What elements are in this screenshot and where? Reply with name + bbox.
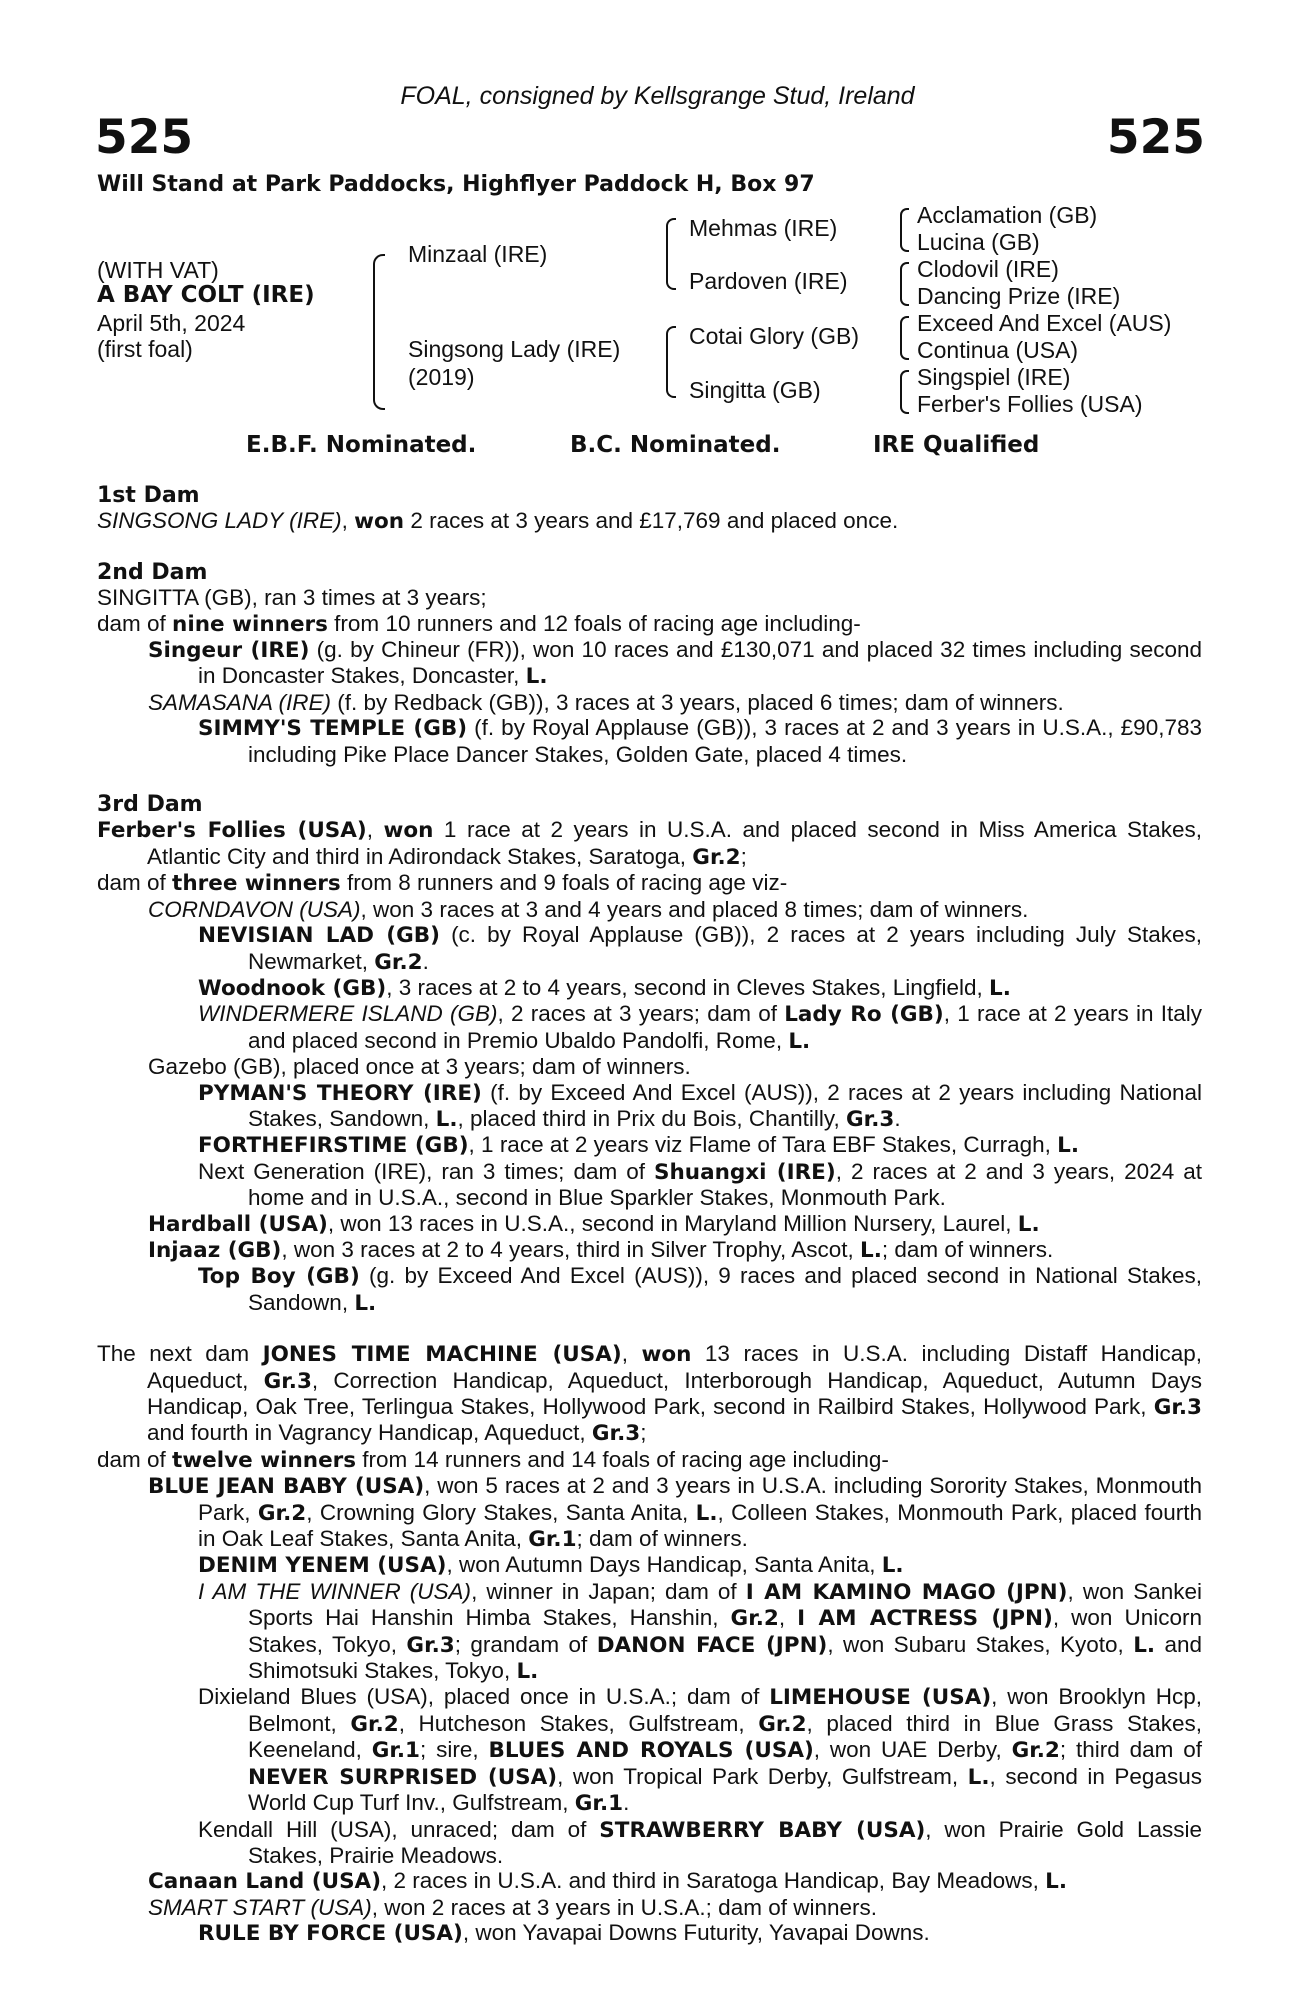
text-run: ; dam of winners. [881,1236,1054,1262]
text-run: , winner in Japan; dam of [471,1578,746,1604]
text-run: ; [640,1420,647,1446]
race-grade: Gr.3 [846,1106,895,1132]
race-grade: L. [1017,1211,1040,1237]
winners-count: three winners [172,871,341,897]
horse-name: FORTHEFIRSTIME (GB) [198,1133,469,1159]
race-grade: L. [1045,1869,1068,1895]
pedigree-brace-g3-3 [900,316,909,360]
horse-name: WINDERMERE ISLAND (GB) [198,1001,498,1027]
race-grade: Gr.2 [730,1606,779,1632]
dam-year: (2019) [408,364,475,390]
ggp-4: Dancing Prize (IRE) [917,283,1121,309]
text-run: The next dam [97,1341,263,1367]
dam-dam: Singitta (GB) [689,377,821,403]
sire-dam: Pardoven (IRE) [689,268,848,294]
text-run: Next Generation (IRE), ran 3 times; dam of [198,1158,654,1184]
text-run: . [422,948,429,974]
race-grade: L. [1133,1632,1156,1658]
first-dam-won: won [354,509,405,535]
text-run: (f. by Exceed And Excel (AUS)), 2 races at 2 years including National Stakes, Sandown, [248,1079,1203,1131]
third-dam-grandchild-6 [97,1159,1202,1211]
text-run: 1 race at 2 years in U.S.A. and placed second in Miss America Stakes, Atlantic City and third in Adirondack Stakes, Saratoga, [147,817,1202,869]
winners-count: nine winners [172,611,328,637]
text-run: , [621,1341,642,1367]
text-run: ; third dam of [1059,1737,1202,1763]
race-grade: L. [788,1028,811,1054]
text-run: . [623,1790,630,1816]
horse-name: Top Boy (GB) [198,1264,360,1290]
horse-name: Canaan Land (USA) [148,1869,382,1895]
third-dam-child-3 [97,1211,1202,1237]
text-run: , won Autumn Days Handicap, Santa Anita, [446,1552,882,1578]
horse-name: I AM THE WINNER (USA) [198,1578,472,1604]
vat-note: (WITH VAT) [97,257,219,283]
text-run: , Colleen Stakes, Monmouth Park, placed fourth in Oak Leaf Stakes, Santa Anita, [198,1499,1202,1552]
race-grade: Gr.2 [350,1711,399,1737]
text-run: (f. by Royal Applause (GB)), 3 races at 2 and 3 years in U.S.A., £90,783 including Pike Place Dancer Stakes, Golden Gate, placed 4 times. [248,715,1202,767]
text-run: dam of [97,870,173,896]
text-run: , 3 races at 2 to 4 years, second in Cleves Stakes, Lingfield, [386,974,990,1000]
race-grade: L. [525,664,548,690]
race-grade: Gr.2 [758,1711,807,1737]
first-dam-heading: 1st Dam [97,483,200,508]
text-run: (g. by Exceed And Excel (AUS)), 9 races and placed second in National Stakes, Sandown, [248,1263,1202,1315]
text-run: , Crowning Glory Stakes, Santa Anita, [306,1499,696,1525]
horse-name: DANON FACE (JPN) [596,1632,828,1658]
sire-sire: Mehmas (IRE) [689,215,838,241]
horse-name: Injaaz (GB) [148,1237,282,1263]
race-grade: Gr.3 [263,1368,312,1394]
race-grade: L. [1057,1133,1079,1159]
next-dam-child-1 [97,1473,1202,1552]
next-dam-grandchild-2 [97,1579,1202,1685]
next-dam-line-2 [97,1447,1202,1473]
text-run: , won 3 races at 2 to 4 years, third in Silver Trophy, Ascot, [281,1236,860,1262]
next-dam-line-1 [97,1341,1202,1447]
consignment-line: FOAL, consigned by Kellsgrange Stud, Ireland [400,82,915,110]
ggp-8: Ferber's Follies (USA) [917,391,1143,417]
text-run: , 1 race at 2 years viz Flame of Tara EBF Stakes, Curragh, [468,1132,1058,1158]
race-grade: L. [989,975,1011,1001]
stand-location: Will Stand at Park Paddocks, Highflyer Paddock H, Box 97 [97,172,815,197]
pedigree-brace-g3-4 [900,370,909,414]
text-run: and fourth in Vagrancy Handicap, Aqueduct, [147,1420,592,1446]
horse-name: Singeur (IRE) [148,638,310,664]
text-run: dam of [97,610,173,636]
third-dam-grandchild-5 [97,1132,1202,1158]
horse-name: RULE BY FORCE (USA) [198,1921,463,1947]
text-run: ; [740,843,747,869]
race-grade: L. [435,1106,458,1132]
race-grade: L. [967,1764,990,1790]
second-dam-entry-1 [97,637,1202,690]
horse-name: STRAWBERRY BABY (USA) [599,1817,926,1843]
second-dam-heading: 2nd Dam [97,559,208,585]
text-run: . [894,1105,901,1131]
text-run: dam of [97,1446,173,1472]
text-run: , 2 races at 3 years; dam of [497,1001,785,1027]
text-run: , placed third in Blue Grass Stakes, Keeneland, [248,1710,1203,1763]
horse-name: SAMASANA (IRE) [148,689,331,715]
horse-name: BLUE JEAN BABY (USA) [148,1474,425,1500]
first-dam-name: SINGSONG LADY (IRE) [97,508,342,534]
race-grade: Gr.2 [374,949,423,975]
horse-name: PYMAN'S THEORY (IRE) [198,1080,482,1106]
next-dam-child-3 [97,1895,1202,1920]
text-run: , won Subaru Stakes, Kyoto, [827,1631,1134,1657]
race-grade: Gr.2 [692,844,741,870]
text-run: , 2 races in U.S.A. and third in Saratoga Handicap, Bay Meadows, [381,1868,1046,1894]
pedigree-brace-g3-2 [900,262,909,306]
next-dam-child-2 [97,1868,1202,1894]
text-run: ; sire, [420,1737,489,1763]
first-dam-text: SINGSONG LADY (IRE), won 2 races at 3 years and £17,769 and placed once. [97,508,899,535]
race-grade: Gr.1 [528,1527,577,1553]
second-dam-entry-2 [97,690,1202,715]
race-grade: Gr.2 [1011,1738,1060,1764]
text-run: , [366,817,384,843]
race-grade: Gr.2 [257,1500,307,1526]
horse-name: Ferber's Follies (USA) [97,818,367,844]
second-dam-line-1: SINGITTA (GB), ran 3 times at 3 years; [97,585,487,611]
third-dam-grandchild-1 [97,922,1202,975]
ggp-3: Clodovil (IRE) [917,256,1059,282]
horse-name: Woodnook (GB) [198,975,387,1001]
ebf-nominated: E.B.F. Nominated. [246,432,477,458]
catalogue-body [97,483,1202,1947]
horse-name: NEVISIAN LAD (GB) [198,923,440,949]
horse-name: Lady Ro (GB) [784,1002,944,1028]
ggp-1: Acclamation (GB) [917,202,1098,228]
text-run: , second in Pegasus World Cup Turf Inv., Gulfstream, [248,1763,1202,1816]
horse-name: Shuangxi (IRE) [654,1159,836,1185]
race-grade: Gr.1 [574,1791,624,1817]
text-run: from 10 runners and 12 foals of racing age including- [327,610,861,636]
ggp-6: Continua (USA) [917,337,1079,363]
text-run: Dixieland Blues (USA), placed once in U.S.A.; dam of [198,1684,770,1710]
text-run: , Correction Handicap, Aqueduct, Interborough Handicap, Aqueduct, Autumn Days Handicap, Oak Tree, Terlingua Stakes, Hollywood Park, second in Railbird Stakes, Hollywood Park, [147,1367,1202,1419]
race-grade: L. [516,1659,539,1685]
ire-qualified: IRE Qualified [873,432,1040,458]
race-grade: L. [881,1553,904,1579]
second-dam-line-2 [97,611,1202,637]
text-run: , won 13 races in U.S.A., second in Maryland Million Nursery, Laurel, [327,1210,1018,1236]
ggp-2: Lucina (GB) [917,229,1040,255]
winners-count: twelve winners [172,1447,357,1473]
won-label: won [383,818,434,844]
horse-name: LIMEHOUSE (USA) [769,1685,992,1711]
race-grade: L. [860,1237,882,1263]
text-run: , 2 races at 2 and 3 years, 2024 at home and in U.S.A., second in Blue Sparkler Stakes, Monmouth Park. [248,1158,1202,1211]
lot-number-left: 525 [95,110,194,165]
text-run: , won Yavapai Downs Futurity, Yavapai Downs. [462,1920,930,1946]
pedigree-brace-main [373,254,385,410]
dam-sire: Cotai Glory (GB) [689,323,859,349]
text-run: , won Unicorn Stakes, Tokyo, [248,1605,1202,1657]
text-run: (g. by Chineur (FR)), won 10 races and £130,071 and placed 32 times including second in Doncaster Stakes, Doncaster, [198,637,1203,689]
bc-nominated: B.C. Nominated. [570,432,781,458]
third-dam-child-1 [97,897,1202,922]
pedigree-brace-dam [666,326,676,398]
text-run: , [778,1605,798,1631]
third-dam-grandchild-4 [97,1080,1202,1133]
text-run: , won Sankei Sports Hai Hanshin Himba Stakes, Hanshin, [248,1578,1203,1631]
horse-name: Hardball (USA) [148,1211,328,1237]
third-dam-heading: 3rd Dam [97,792,203,818]
text-run: (c. by Royal Applause (GB)), 2 races at 2 years including July Stakes, Newmarket, [248,922,1202,974]
race-grade: L. [354,1290,377,1316]
text-run: (f. by Redback (GB)), 3 races at 3 years, placed 6 times; dam of winners. [330,689,1064,715]
third-dam-grandchild-7 [97,1263,1202,1316]
foaling-date: April 5th, 2024 [97,310,246,336]
third-dam-child-2: Gazebo (GB), placed once at 3 years; dam of winners. [148,1054,691,1080]
text-run: , Hutcheson Stakes, Gulfstream, [398,1710,759,1736]
horse-name: A BAY COLT (IRE) [97,282,315,308]
text-run: ; dam of winners. [576,1526,748,1552]
lot-number-right: 525 [1106,110,1205,165]
next-dam-grandchild-5 [97,1920,1202,1946]
foal-note: (first foal) [97,336,193,362]
race-grade: Gr.3 [406,1632,455,1658]
horse-name: SMART START (USA) [148,1894,372,1920]
text-run: , won Brooklyn Hcp, Belmont, [248,1684,1202,1736]
won-label: won [641,1342,692,1368]
ggp-7: Singspiel (IRE) [917,364,1071,390]
second-dam-entry-3 [97,715,1202,767]
race-grade: L. [695,1500,718,1526]
horse-name: DENIM YENEM (USA) [198,1553,447,1579]
race-grade: Gr.3 [1153,1395,1202,1420]
third-dam-grandchild-3 [97,1001,1202,1054]
horse-name: BLUES AND ROYALS (USA) [488,1738,814,1764]
next-dam-grandchild-3 [97,1684,1202,1816]
next-dam-grandchild-4 [97,1817,1202,1869]
text-run: , won 2 races at 3 years in U.S.A.; dam of winners. [371,1894,877,1920]
text-run: 13 races in U.S.A. including Distaff Handicap, Aqueduct, [147,1341,1202,1393]
text-run: from 14 runners and 14 foals of racing age including- [356,1446,889,1472]
third-dam-line-2 [97,870,1202,896]
first-dam-details: 2 races at 3 years and £17,769 and placed once. [404,508,899,534]
text-run: , won 3 races at 3 and 4 years and placed 8 times; dam of winners. [360,896,1029,922]
third-dam-grandchild-2 [97,975,1202,1001]
text-run: , 1 race at 2 years in Italy and placed second in Premio Ubaldo Pandolfi, Rome, [248,1001,1202,1053]
sire-name: Minzaal (IRE) [408,241,548,267]
next-dam-grandchild-1 [97,1552,1202,1578]
text-run: Kendall Hill (USA), unraced; dam of [198,1816,600,1842]
horse-name: I AM KAMINO MAGO (JPN) [745,1579,1068,1605]
horse-name: CORNDAVON (USA) [148,896,361,922]
pedigree-brace-g3-1 [900,208,909,252]
pedigree-brace-sire [666,218,676,290]
text-run: and Shimotsuki Stakes, Tokyo, [248,1631,1202,1684]
text-run: , won Prairie Gold Lassie Stakes, Prairie Meadows. [248,1816,1202,1868]
horse-name: NEVER SURPRISED (USA) [248,1764,558,1790]
third-dam-line-1 [97,817,1202,870]
text-run: , won 5 races at 2 and 3 years in U.S.A. including Sorority Stakes, Monmouth Park, [198,1473,1202,1525]
horse-name: I AM ACTRESS (JPN) [797,1606,1053,1632]
ggp-5: Exceed And Excel (AUS) [917,310,1172,336]
text-run: , won UAE Derby, [813,1737,1012,1763]
horse-name: JONES TIME MACHINE (USA) [262,1342,622,1368]
horse-name: SIMMY'S TEMPLE (GB) [198,716,468,742]
third-dam-child-4 [97,1237,1202,1263]
text-run: , placed third in Prix du Bois, Chantilly, [457,1105,847,1131]
text-run: , won Tropical Park Derby, Gulfstream, [557,1763,968,1789]
dam-name: Singsong Lady (IRE) [408,336,621,362]
race-grade: Gr.1 [371,1738,421,1764]
race-grade: Gr.3 [591,1421,641,1447]
text-run: ; grandam of [454,1631,597,1657]
text-run: from 8 runners and 9 foals of racing age viz- [340,870,788,896]
